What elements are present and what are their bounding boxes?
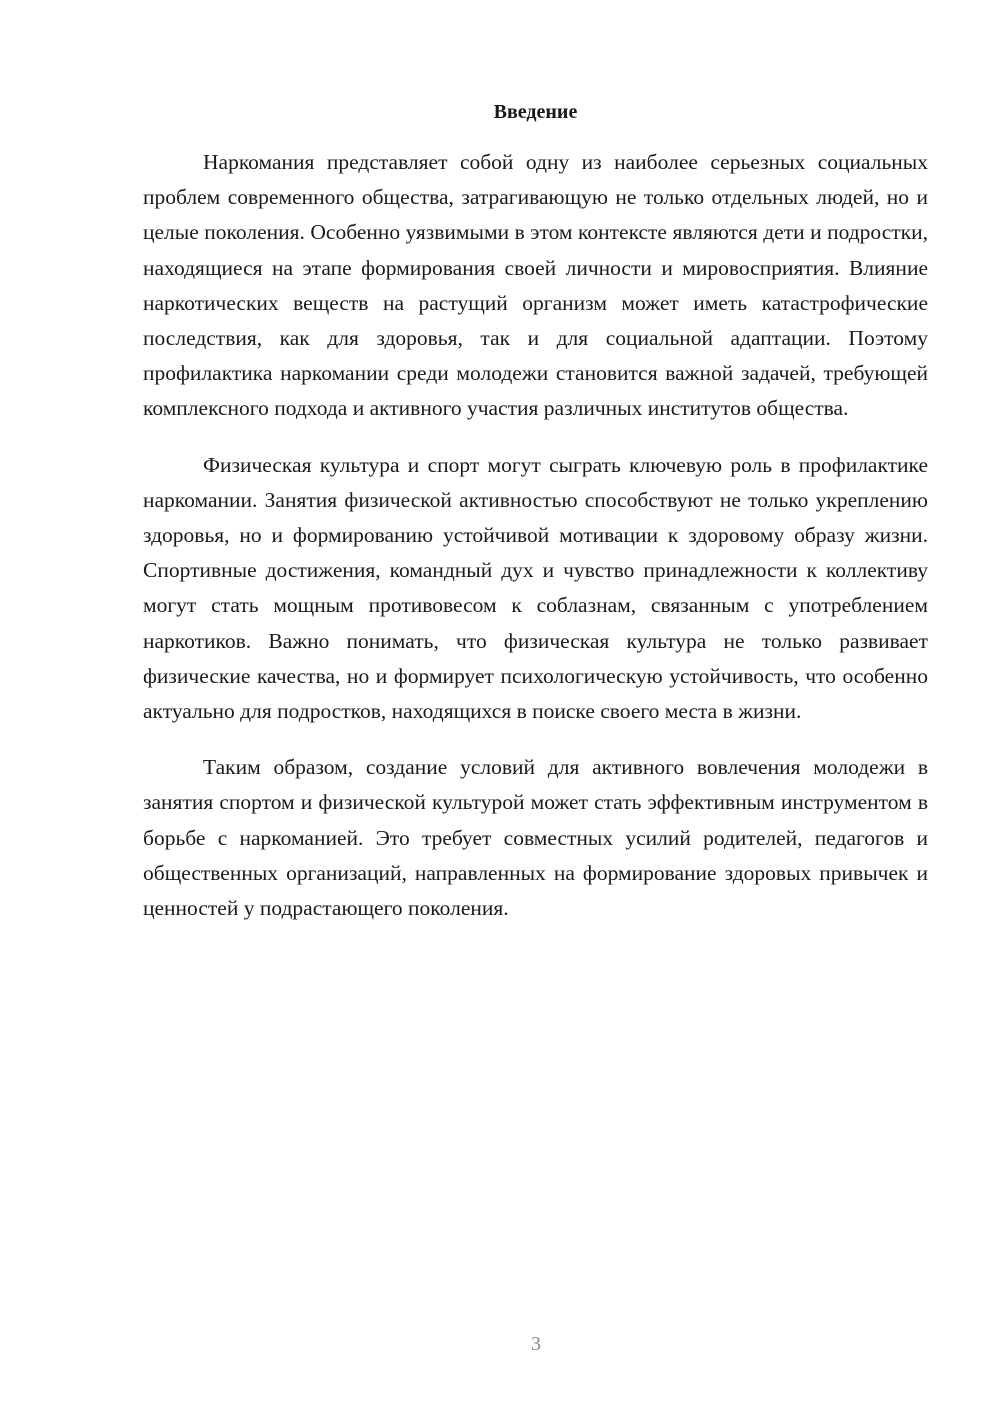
paragraph-2: Физическая культура и спорт могут сыграть ключевую роль в профилактике наркомании. Занятия физической активностью способствуют не только укреплению здоровья, но и формированию устойчивой мотивации к здоровому образу жизни. Спортивные достижения, командный дух и чувство принадлежности к коллективу могут стать мощным противовесом к соблазнам, связанным с употреблением наркотиков. Важно понимать, что физическая культура не только развивает физические качества, но и формирует психологическую устойчивость, что особенно актуально для подростков, находящихся в поиске своего места в жизни.	[143, 452, 928, 724]
page-content	[143, 97, 928, 947]
section-heading: Введение	[493, 101, 578, 123]
page-number: 3	[531, 1333, 541, 1355]
paragraph-3: Таким образом, создание условий для активного вовлечения молодежи в занятия спортом и физической культурой может стать эффективным инструментом в борьбе с наркоманией. Это требует совместных усилий родителей, педагогов и общественных организаций, направленных на формирование здоровых привычек и ценностей у подрастающего поколения.	[143, 755, 928, 921]
paragraph-1: Наркомания представляет собой одну из наиболее серьезных социальных проблем современного общества, затрагивающую не только отдельных людей, но и целые поколения. Особенно уязвимыми в этом контексте являются дети и подростки, находящиеся на этапе формирования своей личности и мировосприятия. Влияние наркотических веществ на растущий организм может иметь катастрофические последствия, как для здоровья, так и для социальной адаптации. Поэтому профилактика наркомании среди молодежи становится важной задачей, требующей комплексного подхода и активного участия различных институтов общества.	[143, 150, 928, 421]
